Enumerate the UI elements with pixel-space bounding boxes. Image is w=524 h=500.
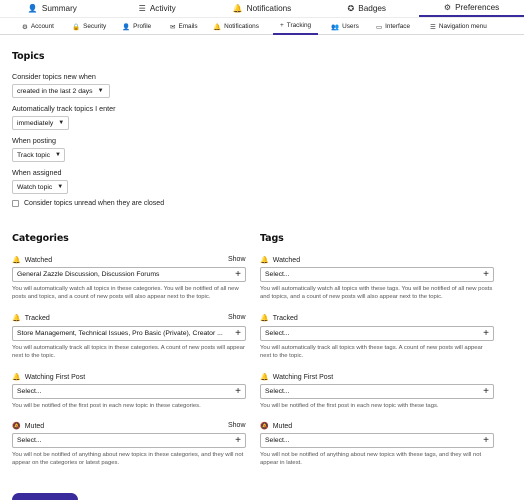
- label-text: Muted: [272, 422, 293, 430]
- tags-watched-chooser[interactable]: [260, 267, 494, 282]
- tags-watched-label: [260, 256, 300, 264]
- categories-muted-help: You will not be notified of anything about new topics in these categories, and they will not appear on the categories or latest pages.: [12, 452, 244, 467]
- chooser-value: General Zazzle Discussion, Discussion Forums: [17, 271, 160, 278]
- chooser-value: Select...: [17, 388, 42, 395]
- bell-icon: 🔔: [12, 257, 21, 264]
- bell-check-icon: 🔔: [12, 374, 21, 381]
- unread-closed-option[interactable]: [12, 200, 164, 207]
- caret-down-icon: ▼: [97, 88, 104, 94]
- plus-icon: +: [235, 269, 241, 280]
- chooser-value: Select...: [265, 271, 290, 278]
- bell-icon: 🔔: [12, 315, 21, 322]
- categories-watching-first-chooser[interactable]: [12, 384, 246, 399]
- unread-closed-checkbox[interactable]: [12, 200, 19, 207]
- users-icon: 👥: [331, 23, 340, 31]
- categories-muted-chooser[interactable]: [12, 433, 246, 448]
- new-when-label: Consider topics new when: [12, 72, 96, 81]
- tab-label: Summary: [41, 4, 77, 13]
- subtab-label: Profile: [133, 23, 152, 30]
- dropdown-value: created in the last 2 days: [17, 87, 93, 95]
- when-assigned-label: When assigned: [12, 168, 62, 177]
- tags-muted-label: [260, 422, 292, 430]
- subtab-emails[interactable]: [170, 18, 198, 35]
- categories-tracked-help: You will automatically track all topics in these categories. A count of new posts will appear next to the topic.: [12, 345, 245, 360]
- tags-watching-first-help: You will be notified of the first post in each new topic with these tags.: [260, 403, 439, 409]
- tab-label: Preferences: [455, 3, 500, 12]
- bell-icon: 🔔: [213, 23, 222, 31]
- gear-icon: ⚙: [443, 3, 452, 12]
- subtab-label: Tracking: [286, 22, 312, 29]
- categories-tracked-label: [12, 314, 50, 322]
- tab-label: Notifications: [246, 4, 292, 13]
- tags-watching-first-label: [260, 373, 333, 381]
- subtab-label: Interface: [385, 23, 411, 30]
- subtab-users[interactable]: [331, 18, 359, 35]
- unread-closed-label: Consider topics unread when they are closed: [24, 200, 165, 207]
- new-when-dropdown[interactable]: [12, 84, 110, 98]
- subtab-label: Navigation menu: [438, 23, 487, 30]
- subtab-label: Notifications: [224, 23, 259, 30]
- label-text: Tracked: [24, 314, 50, 322]
- plus-icon: +: [235, 435, 241, 446]
- user-icon: 👤: [122, 23, 131, 31]
- categories-tracked-chooser[interactable]: [12, 326, 246, 341]
- plus-icon: +: [483, 269, 489, 280]
- tags-muted-help: You will not be notified of anything about new topics with these tags, and they will not appear in latest.: [260, 452, 482, 467]
- plus-icon: +: [235, 328, 241, 339]
- label-text: Watching First Post: [272, 373, 334, 381]
- tags-tracked-help: You will automatically track all topics with these tags. A count of new posts will appear next to the topic.: [260, 345, 483, 360]
- plus-icon: +: [280, 22, 284, 29]
- plus-icon: +: [235, 386, 241, 397]
- subtab-navigation-menu[interactable]: [430, 18, 487, 35]
- preferences-nav: [0, 17, 524, 35]
- tab-notifications[interactable]: [210, 0, 315, 17]
- tab-summary[interactable]: [0, 0, 105, 17]
- chooser-value: Select...: [265, 330, 290, 337]
- bell-check-icon: 🔔: [260, 374, 269, 381]
- categories-watched-label: [12, 256, 52, 264]
- subtab-account[interactable]: [22, 18, 54, 35]
- categories-watched-help: You will automatically watch all topics in these categories. You will be notified of all new posts and topics, and a count of new posts will also appear next to the topic.: [12, 286, 239, 301]
- auto-track-dropdown[interactable]: [12, 116, 69, 130]
- categories-watching-first-help: You will be notified of the first post in each new topic in these categories.: [12, 403, 201, 409]
- subtab-label: Users: [342, 23, 359, 30]
- tags-tracked-chooser[interactable]: [260, 326, 494, 341]
- subtab-security[interactable]: [72, 18, 106, 35]
- chooser-value: Select...: [265, 388, 290, 395]
- subtab-label: Emails: [178, 23, 198, 30]
- envelope-icon: ✉: [170, 23, 176, 31]
- categories-muted-show-link[interactable]: Show: [228, 422, 246, 429]
- chooser-value: Select...: [265, 437, 290, 444]
- label-text: Tracked: [272, 314, 298, 322]
- desktop-icon: ▭: [376, 23, 383, 31]
- subtab-label: Security: [83, 23, 107, 30]
- tab-badges[interactable]: [314, 0, 419, 17]
- tags-watching-first-chooser[interactable]: [260, 384, 494, 399]
- plus-icon: +: [483, 328, 489, 339]
- user-icon: 👤: [27, 4, 38, 13]
- bell-slash-icon: 🔕: [12, 423, 21, 430]
- dropdown-value: immediately: [17, 119, 54, 127]
- categories-muted-label: [12, 422, 44, 430]
- label-text: Watched: [24, 256, 53, 264]
- lock-icon: 🔒: [72, 23, 81, 31]
- tags-tracked-label: [260, 314, 298, 322]
- label-text: Watched: [272, 256, 301, 264]
- when-assigned-dropdown[interactable]: [12, 180, 68, 194]
- auto-track-label: Automatically track topics I enter: [12, 104, 116, 113]
- when-posting-dropdown[interactable]: [12, 148, 65, 162]
- dropdown-value: Track topic: [17, 151, 50, 159]
- subtab-label: Account: [30, 23, 54, 30]
- topics-heading: Topics: [12, 51, 45, 62]
- tab-preferences[interactable]: [419, 0, 524, 17]
- subtab-profile[interactable]: [122, 18, 151, 35]
- when-posting-label: When posting: [12, 136, 56, 145]
- tab-activity[interactable]: [105, 0, 210, 17]
- tags-heading: Tags: [260, 233, 284, 244]
- tab-label: Activity: [149, 4, 176, 13]
- user-nav: [0, 0, 524, 17]
- caret-down-icon: ▼: [57, 184, 64, 190]
- categories-tracked-show-link[interactable]: Show: [228, 314, 246, 321]
- label-text: Watching First Post: [24, 373, 86, 381]
- plus-icon: +: [483, 435, 489, 446]
- bell-icon: 🔔: [232, 4, 243, 13]
- tab-label: Badges: [358, 4, 387, 13]
- gear-icon: ⚙: [22, 23, 28, 31]
- list-icon: ☰: [430, 23, 436, 31]
- subtab-interface[interactable]: [376, 18, 410, 35]
- chooser-value: Select...: [17, 437, 42, 444]
- caret-down-icon: ▼: [58, 120, 65, 126]
- bell-icon: 🔔: [260, 257, 269, 264]
- plus-icon: +: [483, 386, 489, 397]
- label-text: Muted: [24, 422, 45, 430]
- bell-slash-icon: 🔕: [260, 423, 269, 430]
- subtab-tracking[interactable]: [273, 18, 318, 35]
- categories-heading: Categories: [12, 233, 69, 244]
- certificate-icon: ✪: [347, 4, 355, 13]
- dropdown-value: Watch topic: [17, 183, 53, 191]
- bell-icon: 🔔: [260, 315, 269, 322]
- categories-watched-chooser[interactable]: [12, 267, 246, 282]
- chooser-value: Store Management, Technical Issues, Pro Basic (Private), Creator ...: [17, 330, 223, 337]
- save-button[interactable]: [12, 493, 78, 500]
- tags-watched-help: You will automatically watch all topics with these tags. You will be notified of all new posts and topics, and a count of new posts will also appear next to the topic.: [260, 286, 493, 301]
- stream-icon: ☰: [138, 4, 146, 13]
- tags-muted-chooser[interactable]: [260, 433, 494, 448]
- categories-watching-first-label: [12, 373, 85, 381]
- caret-down-icon: ▼: [55, 152, 61, 158]
- categories-watched-show-link[interactable]: Show: [228, 256, 246, 263]
- subtab-notifications[interactable]: [213, 18, 259, 35]
